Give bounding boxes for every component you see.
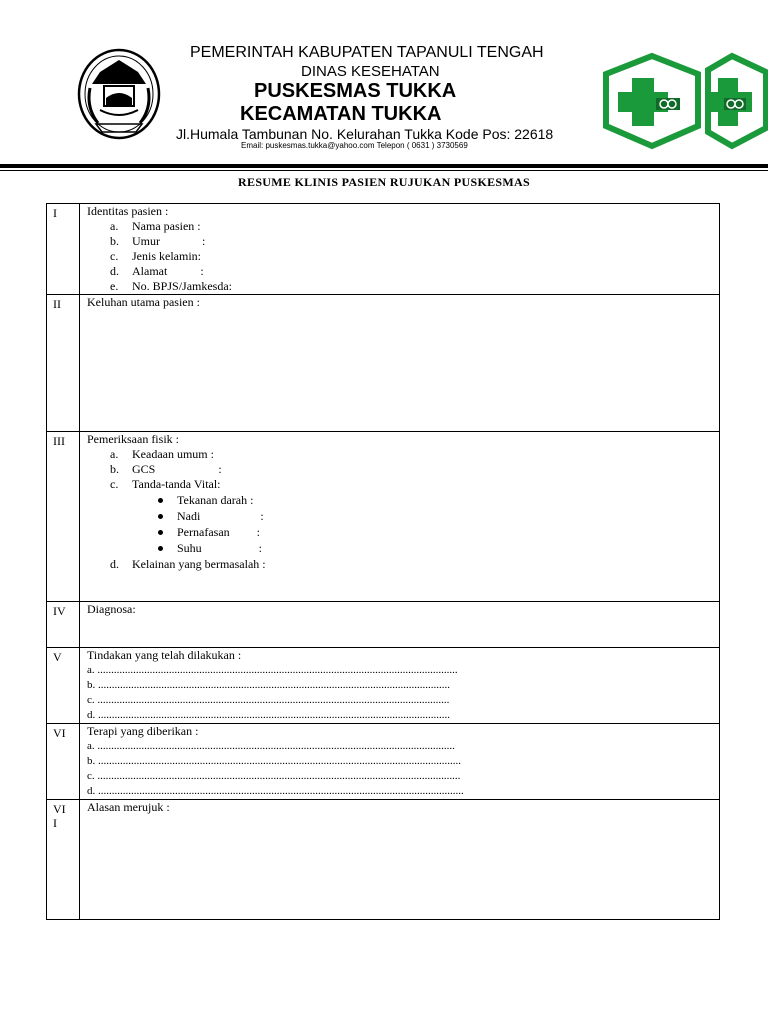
document-title: RESUME KLINIS PASIEN RUJUKAN PUSKESMAS bbox=[238, 175, 530, 189]
field-patient-name: Nama pasien : bbox=[132, 219, 201, 233]
field-vital-signs: Tanda-tanda Vital: bbox=[132, 477, 221, 491]
list-letter: b. bbox=[110, 234, 119, 248]
section-heading-examination: Pemeriksaan fisik : bbox=[87, 432, 179, 446]
letterhead-divider-thick bbox=[0, 164, 768, 168]
list-letter: d. bbox=[110, 557, 119, 571]
letterhead-district: KECAMATAN TUKKA bbox=[240, 103, 442, 125]
field-blood-pressure: Tekanan darah : bbox=[177, 493, 254, 507]
dotted-line: d. ..................................................................................................................................... bbox=[87, 785, 464, 797]
field-general-condition: Keadaan umum : bbox=[132, 447, 214, 461]
section-number: I bbox=[53, 206, 57, 220]
section-number: I bbox=[53, 816, 57, 830]
section-heading-therapy: Terapi yang diberikan : bbox=[87, 724, 199, 738]
letterhead-address: Jl.Humala Tambunan No. Kelurahan Tukka Kode Pos: 22618 bbox=[176, 126, 554, 142]
dotted-line: c. ................................................................................................................................ bbox=[87, 694, 450, 706]
dotted-line: b. ................................................................................................................................ bbox=[87, 679, 450, 691]
field-gcs: GCS : bbox=[132, 462, 222, 476]
list-letter: a. bbox=[110, 447, 119, 461]
bullet-icon bbox=[158, 498, 163, 503]
dotted-line: d. ................................................................................................................................ bbox=[87, 709, 450, 721]
dotted-line: a. ................................................................................................................................... bbox=[87, 664, 458, 676]
section-heading-identity: Identitas pasien : bbox=[87, 204, 169, 218]
dotted-line: b. .................................................................................................................................... bbox=[87, 755, 461, 767]
list-letter: c. bbox=[110, 249, 119, 263]
section-heading-referral-reason: Alasan merujuk : bbox=[87, 800, 170, 814]
dotted-line: a. .................................................................................................................................. bbox=[87, 740, 455, 752]
field-respiration: Pernafasan : bbox=[177, 525, 260, 539]
letterhead-divider-thin bbox=[0, 170, 768, 171]
list-letter: c. bbox=[110, 477, 119, 491]
letterhead-government: PEMERINTAH KABUPATEN TAPANULI TENGAH bbox=[190, 44, 544, 61]
list-letter: d. bbox=[110, 264, 119, 278]
bullet-icon bbox=[158, 514, 163, 519]
field-bpjs: No. BPJS/Jamkesda: bbox=[132, 279, 233, 293]
puskesmas-logo bbox=[600, 52, 768, 150]
letterhead-contact: Email: puskesmas.tukka@yahoo.com Telepon ( 0631 ) 3730569 bbox=[241, 141, 468, 150]
field-pulse: Nadi : bbox=[177, 509, 264, 523]
field-gender: Jenis kelamin: bbox=[132, 249, 201, 263]
list-letter: b. bbox=[110, 462, 119, 476]
field-address: Alamat : bbox=[132, 264, 204, 278]
section-number: II bbox=[53, 297, 61, 311]
field-temperature: Suhu : bbox=[177, 541, 263, 555]
row-divider bbox=[46, 601, 720, 602]
list-letter: a. bbox=[110, 219, 119, 233]
regency-emblem-logo bbox=[76, 48, 162, 142]
bullet-icon bbox=[158, 546, 163, 551]
bullet-icon bbox=[158, 530, 163, 535]
section-heading-diagnosis: Diagnosa: bbox=[87, 602, 136, 616]
field-abnormality: Kelainan yang bermasalah : bbox=[132, 557, 266, 571]
field-age: Umur : bbox=[132, 234, 206, 248]
letterhead-puskesmas: PUSKESMAS TUKKA bbox=[254, 80, 457, 102]
table-column-divider bbox=[79, 203, 80, 920]
section-number: V bbox=[53, 650, 62, 664]
section-heading-complaint: Keluhan utama pasien : bbox=[87, 295, 200, 309]
letterhead-department: DINAS KESEHATAN bbox=[301, 63, 440, 80]
section-number: VI bbox=[53, 726, 66, 740]
section-heading-actions: Tindakan yang telah dilakukan : bbox=[87, 648, 242, 662]
section-number: IV bbox=[53, 604, 66, 618]
dotted-line: c. .................................................................................................................................... bbox=[87, 770, 461, 782]
section-number: VI bbox=[53, 802, 66, 816]
list-letter: e. bbox=[110, 279, 119, 293]
section-number: III bbox=[53, 434, 65, 448]
